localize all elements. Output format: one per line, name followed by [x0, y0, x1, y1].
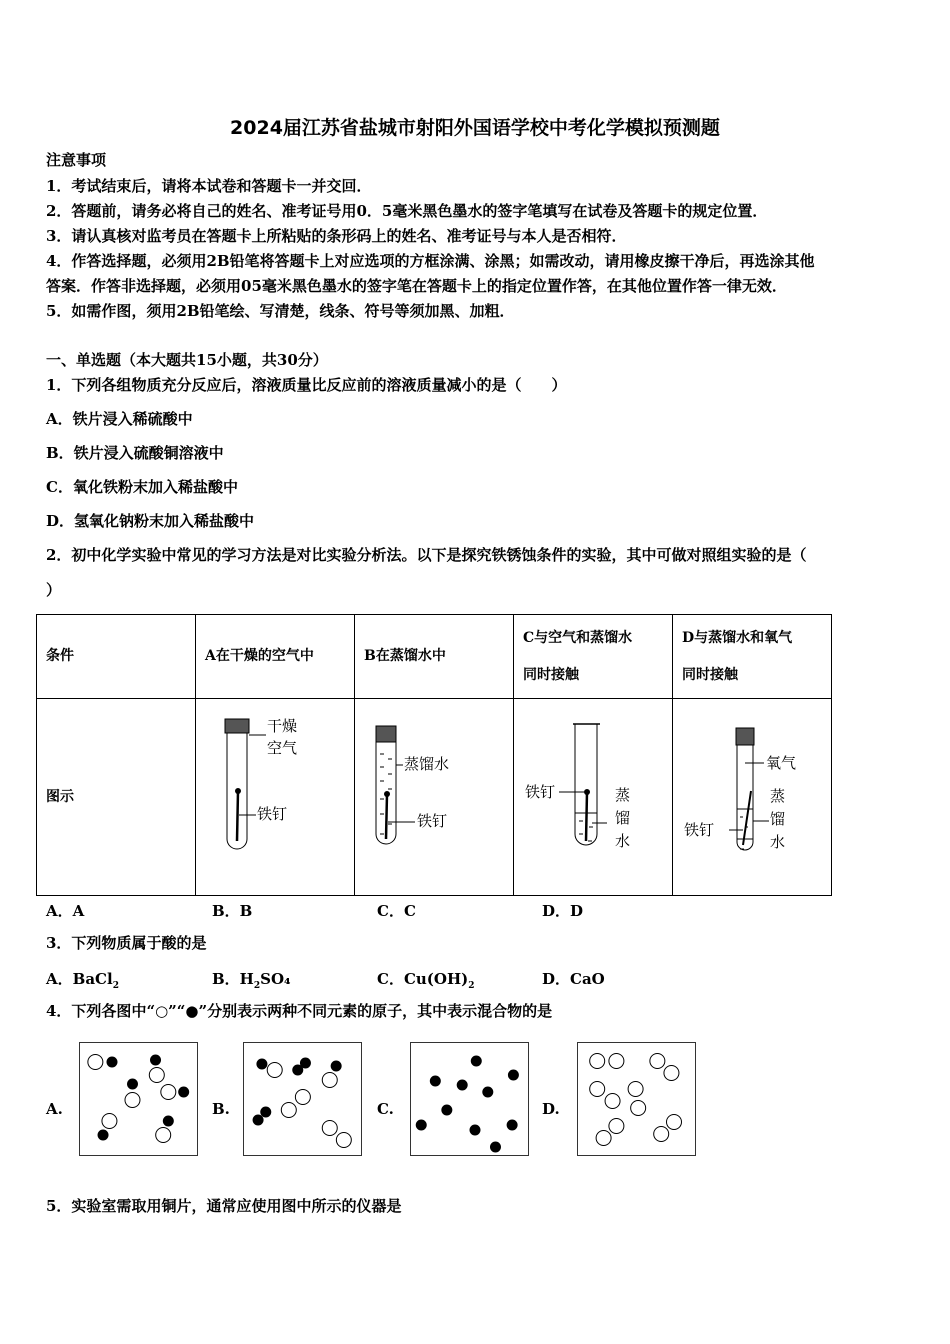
- white-atom: [631, 1101, 646, 1116]
- figure-d-cell: 氧气 蒸 馏 水 铁钉: [673, 699, 832, 896]
- white-atom: [654, 1127, 669, 1142]
- section-heading: 一、单选题（本大题共15小题，共30分）: [46, 351, 328, 369]
- white-atom: [281, 1103, 296, 1118]
- question-3-stem: 3．下列物质属于酸的是: [46, 934, 207, 952]
- rust-conditions-table: [36, 614, 832, 896]
- black-atom: [490, 1142, 500, 1152]
- white-atom: [88, 1055, 103, 1070]
- q4-option-a-diagram: [79, 1042, 198, 1156]
- atom-diagram: [244, 1043, 361, 1155]
- black-atom: [470, 1125, 480, 1135]
- black-atom: [253, 1115, 263, 1125]
- q4-option-b-diagram: [243, 1042, 362, 1156]
- q2-option-c: C．C: [377, 902, 416, 920]
- black-atom: [507, 1120, 517, 1130]
- notice-item: 5．如需作图，须用2B铅笔绘、写清楚，线条、符号等须加黑、加粗．: [46, 302, 515, 320]
- black-atom: [127, 1079, 137, 1089]
- black-atom: [471, 1056, 481, 1066]
- black-atom: [416, 1120, 426, 1130]
- white-atom: [267, 1063, 282, 1078]
- black-atom: [179, 1087, 189, 1097]
- white-atom: [161, 1085, 176, 1100]
- black-atom: [98, 1130, 108, 1140]
- question-2-stem-end: ）: [46, 581, 62, 599]
- white-atom: [590, 1082, 605, 1097]
- black-atom: [257, 1059, 267, 1069]
- question-2-stem: 2．初中化学实验中常见的学习方法是对比实验分析法。以下是探究铁锈蚀条件的实验，其中可做对照组实验的是（: [46, 546, 807, 564]
- white-atom: [156, 1128, 171, 1143]
- notice-item: 3．请认真核对监考员在答题卡上所粘贴的条形码上的姓名、准考证号与本人是否相符．: [46, 227, 627, 245]
- black-atom: [508, 1070, 518, 1080]
- white-atom: [605, 1094, 620, 1109]
- atom-diagram: [578, 1043, 695, 1155]
- black-atom: [483, 1087, 493, 1097]
- q4-option-d-diagram: [577, 1042, 696, 1156]
- q4-option-c-diagram: [410, 1042, 529, 1156]
- figure-c-cell: 铁钉 蒸 馏 水: [514, 699, 673, 896]
- q1-option-a: A．铁片浸入稀硫酸中: [46, 410, 193, 428]
- q1-option-c: C．氧化铁粉末加入稀盐酸中: [46, 478, 238, 496]
- q3-option-c: C．$Cu(OH)_2$: [377, 970, 475, 991]
- question-4-stem: 4．下列各图中“○”“●”分别表示两种不同元素的原子，其中表示混合物的是: [46, 1002, 553, 1020]
- black-atom: [163, 1116, 173, 1126]
- black-atom: [442, 1105, 452, 1115]
- figure-b-cell: 蒸馏水 铁钉: [355, 699, 514, 896]
- page-title: 2024届江苏省盐城市射阳外国语学校中考化学模拟预测题: [230, 117, 720, 139]
- white-atom: [650, 1054, 665, 1069]
- question-5-stem: 5．实验室需取用铜片，通常应使用图中所示的仪器是: [46, 1197, 402, 1215]
- test-tube-distilled-water-figure: [355, 699, 513, 895]
- table-header-cell: 条件: [37, 615, 196, 699]
- q2-option-b: B．B: [212, 902, 253, 920]
- table-row-label: 图示: [37, 699, 196, 896]
- white-atom: [102, 1114, 117, 1129]
- notice-item: 1．考试结束后，请将本试卷和答题卡一并交回．: [46, 177, 372, 195]
- q1-option-d: D．氢氧化钠粉末加入稀盐酸中: [46, 512, 255, 530]
- q4-option-c-label: C.: [377, 1100, 394, 1118]
- question-1-stem: 1．下列各组物质充分反应后，溶液质量比反应前的溶液质量减小的是（ ）: [46, 376, 567, 394]
- white-atom: [322, 1073, 337, 1088]
- white-atom: [609, 1054, 624, 1069]
- black-atom: [261, 1107, 271, 1117]
- notice-item: 2．答题前，请务必将自己的姓名、准考证号用0．5毫米黑色墨水的签字笔填写在试卷及答题卡的规定位置．: [46, 202, 768, 220]
- black-atom: [331, 1061, 341, 1071]
- table-header-cell: D与蒸馏水和氧气 同时接触: [673, 615, 832, 699]
- notice-item: 答案．作答非选择题，必须用05毫米黑色墨水的签字笔在答题卡上的指定位置作答，在其他位置作答一律无效．: [46, 277, 787, 295]
- table-header-cell: C与空气和蒸馏水 同时接触: [514, 615, 673, 699]
- atom-diagram: [411, 1043, 528, 1155]
- white-atom: [590, 1054, 605, 1069]
- notice-heading: 注意事项: [46, 151, 107, 169]
- black-atom: [151, 1055, 161, 1065]
- white-atom: [596, 1131, 611, 1146]
- white-atom: [295, 1090, 310, 1105]
- q3-option-d: D．CaO: [542, 970, 605, 988]
- notice-item: 4．作答选择题，必须用2B铅笔将答题卡上对应选项的方框涂满、涂黑；如需改动，请用橡皮擦干净后，再选涂其他: [46, 252, 815, 270]
- atom-diagram: [80, 1043, 197, 1155]
- figure-a-cell: 干燥 空气 铁钉: [196, 699, 355, 896]
- black-atom: [457, 1080, 467, 1090]
- q3-option-b: B．$H_2SO_4$: [212, 970, 291, 991]
- q2-option-a: A．A: [46, 902, 85, 920]
- q4-option-b-label: B.: [212, 1100, 230, 1118]
- q1-option-b: B．铁片浸入硫酸铜溶液中: [46, 444, 224, 462]
- white-atom: [336, 1133, 351, 1148]
- q4-option-d-label: D.: [542, 1100, 560, 1118]
- test-tube-water-and-oxygen-figure: [673, 699, 831, 895]
- white-atom: [149, 1068, 164, 1083]
- black-atom: [107, 1057, 117, 1067]
- white-atom: [609, 1119, 624, 1134]
- q4-option-a-label: A.: [46, 1100, 63, 1118]
- black-atom: [300, 1058, 310, 1068]
- black-atom: [430, 1076, 440, 1086]
- white-atom: [125, 1093, 140, 1108]
- white-atom: [322, 1121, 337, 1136]
- table-header-cell: B在蒸馏水中: [355, 615, 514, 699]
- q2-option-d: D．D: [542, 902, 584, 920]
- white-atom: [664, 1066, 679, 1081]
- table-header-cell: A在干燥的空气中: [196, 615, 355, 699]
- q3-option-a: A．BaCl$_2$: [46, 970, 119, 991]
- white-atom: [667, 1115, 682, 1130]
- white-atom: [628, 1082, 643, 1097]
